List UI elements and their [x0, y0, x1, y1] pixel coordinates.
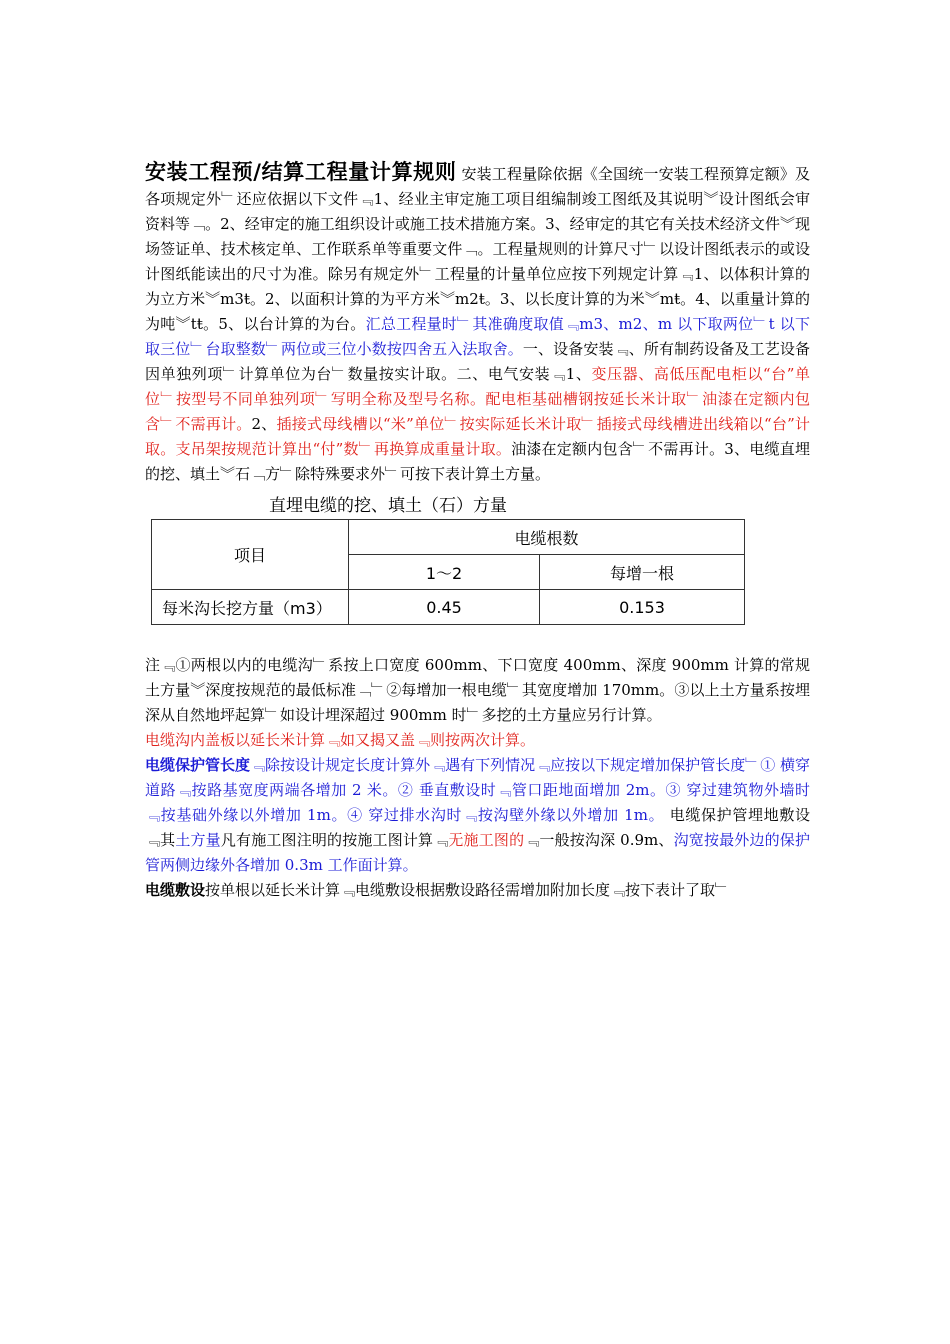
cable-laying-heading: 电缆敷设	[145, 881, 206, 899]
table-notes	[145, 653, 810, 753]
intro-text: 安装工程量除依据《全国统一安装工程预算定额》及各项规定外﹂还应依据以下文件﹃1、经业主审定施工项目组编制竣工图纸及其说明︾设计图纸会审资料等﹁。2、经审定的施工组织设计或施工技术措施方案。3、经审定的其它有关技术经济文件︾现场签证单、技术核定单、工作联系单等重要文件﹁。工程量规则的计算尺寸﹂以设计图纸表示的或设计图纸能读出的尺寸为准。除另有规定外﹂工程量的计量单位应按下列规定计算﹃1、以体积计算的为立方米︾m3ŧ。2、以面积计算的为平方米︾m2ŧ。3、以长度计算的为米︾mŧ。4、以重量计算的为吨︾tŧ。5、以台计算的为台。	[145, 165, 810, 333]
trench-depth-text: ﹃一般按沟深 0.9m、	[524, 831, 674, 849]
notes-text: 注﹃①两根以内的电缆沟﹂系按上口宽度 600mm、下口宽度 400mm、深度 900mm 计算的常规土方量︾深度按规范的最低标准﹁﹂②每增加一根电缆﹂其宽度增加 170mm。③以上土方量系按埋深从自然地坪起算﹂如设计埋深超过 900mm 时﹂多挖的土方量应另行计算。	[145, 656, 810, 724]
equipment-install-text: 一、设备安装﹃、所有制药设备及工艺设备因单独列项﹂计算单位为台﹂数量按实计取。二、电气安装﹃1、	[145, 340, 810, 383]
cable-laying-paragraph	[145, 878, 810, 903]
pipe-burial-text: 电缆保护管埋地敷设﹃其	[145, 806, 810, 849]
table-title: 直埋电缆的挖、填土（石）方量	[269, 496, 507, 516]
intro-paragraph	[145, 160, 810, 487]
table-cell-value-1: 0.45	[349, 590, 540, 625]
cable-laying-text: 按单根以延长米计算﹃电缆敷设根据敷设路径需增加附加长度﹃按下表计了取﹂	[205, 881, 731, 899]
document-title: 安装工程预/结算工程量计算规则	[145, 160, 457, 184]
table-header-item: 项目	[152, 520, 349, 590]
busway-rule-text: 插接式母线槽以“米”单位﹂按实际延长米计取﹂插接式母线槽进出线箱以“台”计取。支吊架按规范计算出“付”数﹂再换算成重量计取。	[145, 415, 810, 458]
earthwork-term: 土方量	[175, 831, 221, 849]
protection-pipe-paragraph	[145, 753, 810, 878]
protection-pipe-heading: 电缆保护管长度	[145, 756, 251, 774]
no-drawing-term: 无施工图的	[448, 831, 525, 849]
table-row-label: 每米沟长挖方量（m3）	[152, 590, 349, 625]
table-header-1-2: 1～2	[349, 555, 540, 590]
cover-plate-note: 电缆沟内盖板以延长米计算﹃如又揭又盖﹃则按两次计算。	[145, 731, 536, 749]
cable-earthwork-text: 油漆在定额内包含﹂不需再计。3、电缆直埋的挖、填土︾石﹁方﹂除特殊要求外﹂可按下表计算土方量。	[145, 440, 811, 483]
document-page	[145, 160, 810, 903]
table-header-cable-count: 电缆根数	[349, 520, 745, 555]
item-2-marker: 2、	[251, 415, 277, 433]
drawing-rule-text: 凡有施工图注明的按施工图计算﹃	[220, 831, 449, 849]
table-header-each-extra: 每增一根	[540, 555, 745, 590]
protection-pipe-rules: ﹃除按设计规定长度计算外﹃遇有下列情况﹃应按以下规定增加保护管长度﹂① 横穿道路﹃按路基宽度两端各增加 2 米。② 垂直敷设时﹃管口距地面增加 2m。③ 穿过建筑物外墙时﹃按基础外缘以外增加 1m。④ 穿过排水沟时﹃按沟壁外缘以外增加 1m。	[145, 756, 810, 824]
table-cell-value-2: 0.153	[540, 590, 745, 625]
transformer-rule-text: 变压器、高低压配电柜以“台”单位﹂按型号不同单独列项﹂写明全称及型号名称。配电柜基础槽钢按延长米计取﹂油漆在定额内包含﹂不需再计。	[145, 365, 810, 433]
trench-width-rule: 沟宽按最外边的保护管两侧边缘外各增加 0.3m 工作面计算。	[145, 831, 810, 874]
earthwork-table	[151, 519, 745, 625]
earthwork-table-block	[151, 493, 745, 625]
precision-rule-text: 汇总工程量时﹂其准确度取值﹃m3、m2、m 以下取两位﹂t 以下取三位﹂台取整数﹂两位或三位小数按四舍五入法取舍。	[145, 315, 810, 358]
